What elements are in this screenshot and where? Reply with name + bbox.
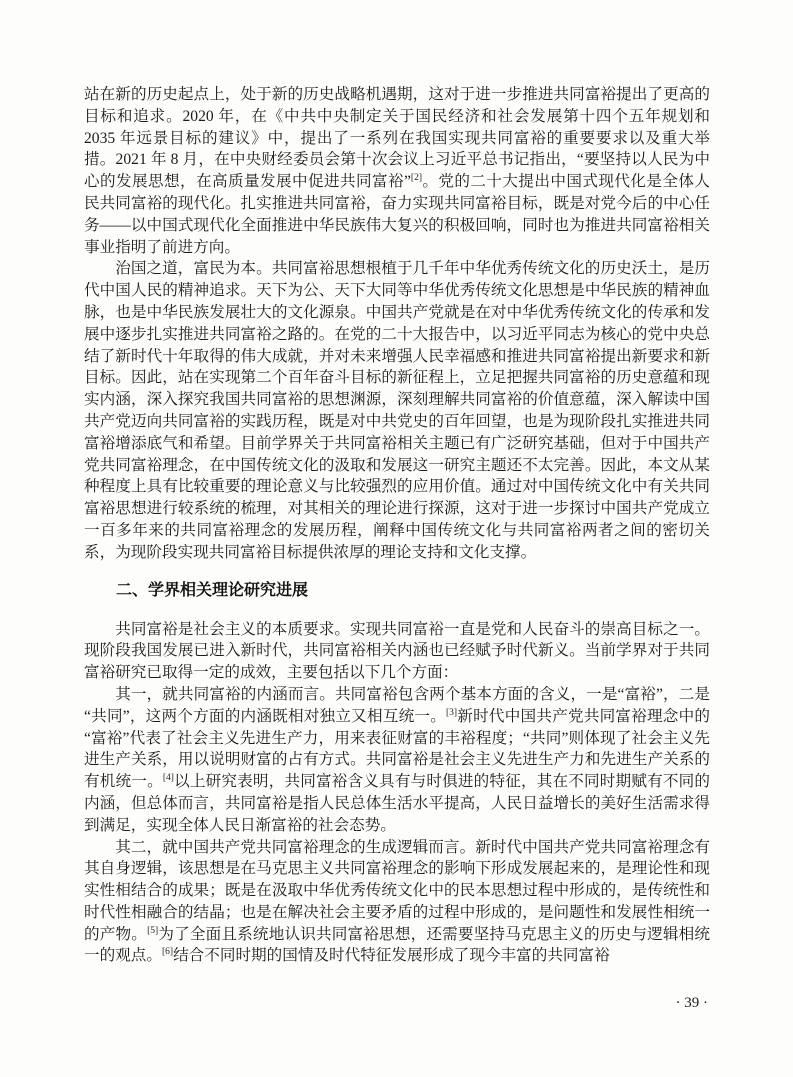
text-run: 新时代中国共产党共同富裕理念中的“富裕”代表了社会主义先进生产力，用来表征财富的丰裕程度；“共同”则体现了社会主义先进生产关系，用以说明财富的占有方式。共同富裕是社会主义先进生产力和先进生产关系的有机统一。 — [84, 707, 710, 791]
text-run: 。党的二十大提出中国式现代化是全体人民共同富裕的现代化。扎实推进共同富裕，奋力实现共同富裕目标，既是对党今后的中心任务——以中国式现代化全面推进中华民族伟大复兴的积极回响，同时也为推进共同富裕相关事业指明了前进方向。 — [84, 173, 710, 256]
footnote-marker: [5] — [147, 925, 159, 936]
footnote-marker: [2] — [410, 173, 422, 183]
text-run: 其二，就中国共产党共同富裕理念的生成逻辑而言。新时代中国共产党共同富裕理念有其自身逻辑，该思想是在马克思主义共同富裕理念的影响下形成发展起来的，是理论性和现实性相结合的成果；既是在汲取中华优秀传统文化中的民本思想过程中形成的，是传统性和时代性相融合的结晶；也是在解决社会主要矛盾的过程中形成的，是问题性和发展性相统一的产物。 — [84, 838, 710, 943]
text-run: 以上研究表明，共同富裕含义具有与时俱进的特征，其在不同时期赋有不同的内涵，但总体而言，共同富裕是指人民总体生活水平提高，人民日益增长的美好生活需求得到满足，实现全体人民日渐富裕的社会态势。 — [84, 773, 710, 834]
paragraph — [84, 619, 710, 684]
article-body — [84, 84, 710, 967]
paragraph — [84, 258, 710, 563]
page-number: · 39 · — [675, 995, 708, 1011]
text-run: 为了全面且系统地认识共同富裕思想，还需要坚持马克思主义的历史与逻辑相统一的观点。 — [84, 925, 710, 965]
text-run: 站在新的历史起点上，处于新的历史战略机遇期，这对于进一步推进共同富裕提出了更高的目标和追求。2020 年，在《中共中央制定关于国民经济和社会发展第十四个五年规划和 2035 年远景目标的建议》中，提出了一系列在我国实现共同富裕的重要要求以及重大举措。2021 年 8 月，在中央财经委员会第十次会议上习近平总书记指出，“要坚持以人民为中心的发展思想，在高质量发展中促进共同富裕” — [84, 86, 710, 191]
text-run: 共同富裕是社会主义的本质要求。实现共同富裕一直是党和人民奋斗的崇高目标之一。现阶段我国发展已进入新时代，共同富裕相关内涵也已经赋予时代新义。当前学界对于共同富裕研究已取得一定的成效，主要包括以下几个方面： — [84, 620, 710, 682]
paragraph — [84, 84, 710, 258]
text-run: 其一，就共同富裕的内涵而言。共同富裕包含两个基本方面的含义，一是“富裕”，二是“共同”，这两个方面的内涵既相对独立又相互统一。 — [84, 685, 710, 725]
footnote-marker: [6] — [161, 947, 174, 958]
section-heading: 二、学界相关理论研究进展 — [116, 581, 309, 599]
paragraph — [84, 684, 710, 837]
text-run: 结合不同时期的国情及时代特征发展形成了现今丰富的共同富裕 — [173, 947, 610, 965]
text-run: 治国之道，富民为本。共同富裕思想根植于几千年中华优秀传统文化的历史沃土，是历代中国人民的精神追求。天下为公、天下大同等中华优秀传统文化思想是中华民族的精神血脉，也是中华民族发展壮大的文化源泉。中国共产党就是在对中华优秀传统文化的传承和发展中逐步扎实推进共同富裕之路的。在党的二十大报告中，以习近平同志为核心的党中央总结了新时代十年取得的伟大成就，并对未来增强人民幸福感和推进共同富裕提出新要求和新目标。因此，站在实现第二个百年奋斗目标的新征程上，立足把握共同富裕的历史意蕴和现实内涵，深入探究我国共同富裕的思想渊源，深刻理解共同富裕的价值意蕴，深入解读中国共产党迈向共同富裕的实践历程，既是对中共党史的百年回望，也是为现阶段扎实推进共同富裕增添底气和希望。目前学界关于共同富裕相关主题已有广泛研究基础，但对于中国共产党共同富裕理念，在中国传统文化的汲取和发展这一研究主题还不太完善。因此，本文从某种程度上具有比较重要的理论意义与比较强烈的应用价值。通过对中国传统文化中有关共同富裕思想进行较系统的梳理，对其相关的理论进行探源，这对于进一步探讨中国共产党成立一百多年来的共同富裕理念的发展历程，阐释中国传统文化与共同富裕两者之间的密切关系，为现阶段实现共同富裕目标提供浓厚的理论支持和文化支撑。 — [84, 260, 710, 561]
footnote-marker: [3] — [446, 707, 458, 718]
footnote-marker: [4] — [162, 772, 174, 783]
paragraph — [84, 837, 710, 968]
